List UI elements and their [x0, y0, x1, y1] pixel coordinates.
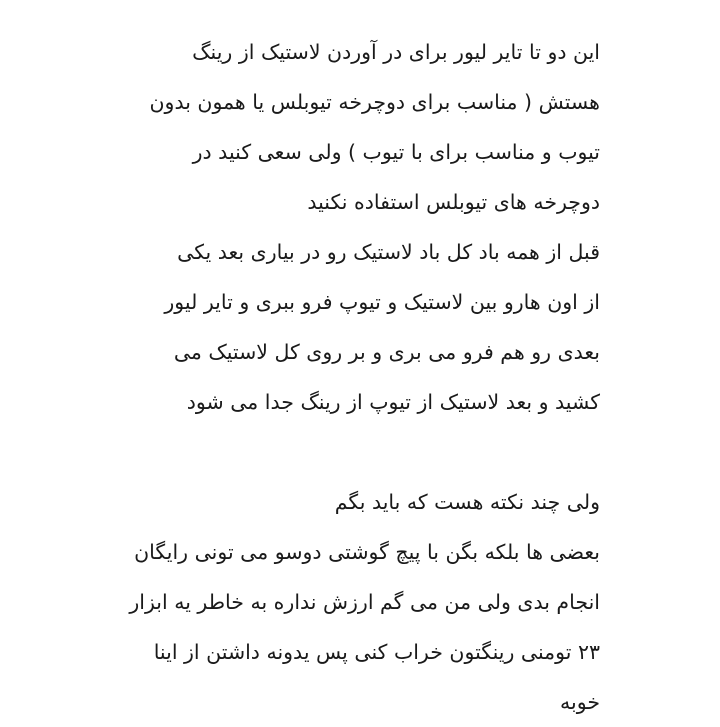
text-line: ولی چند نکته هست که باید بگم: [334, 490, 600, 514]
text-line: هستش ( مناسب برای دوچرخه تیوبلس یا همون بدون: [149, 90, 600, 114]
paragraph-gap: [30, 427, 600, 477]
text-line: این دو تا تایر لیور برای در آوردن لاستیک از رینگ: [192, 40, 600, 64]
text-line: تیوب و مناسب برای با تیوب ) ولی سعی کنید در: [192, 140, 600, 164]
text-line: قبل از همه باد کل باد لاستیک رو در بیاری بعد یکی: [177, 240, 600, 264]
text-line: از اون هارو بین لاستیک و تیوپ فرو ببری و تایر لیور: [164, 290, 600, 314]
text-line: خوبه: [560, 690, 600, 714]
post-body: [30, 27, 600, 727]
text-line: بعدی رو هم فرو می بری و بر روی کل لاستیک می: [173, 340, 600, 364]
text-line: کشید و بعد لاستیک از تیوپ از رینگ جدا می شود: [186, 390, 600, 414]
text-line: دوچرخه های تیوبلس استفاده نکنید: [307, 190, 600, 214]
text-line: بعضی ها بلکه بگن با پیچ گوشتی دوسو می تونی رایگان: [134, 540, 600, 564]
text-line: ۲۳ تومنی رینگتون خراب کنی پس یدونه داشتن از اینا: [153, 640, 600, 664]
text-line: انجام بدی ولی من می گم ارزش نداره به خاطر یه ابزار: [129, 590, 600, 614]
